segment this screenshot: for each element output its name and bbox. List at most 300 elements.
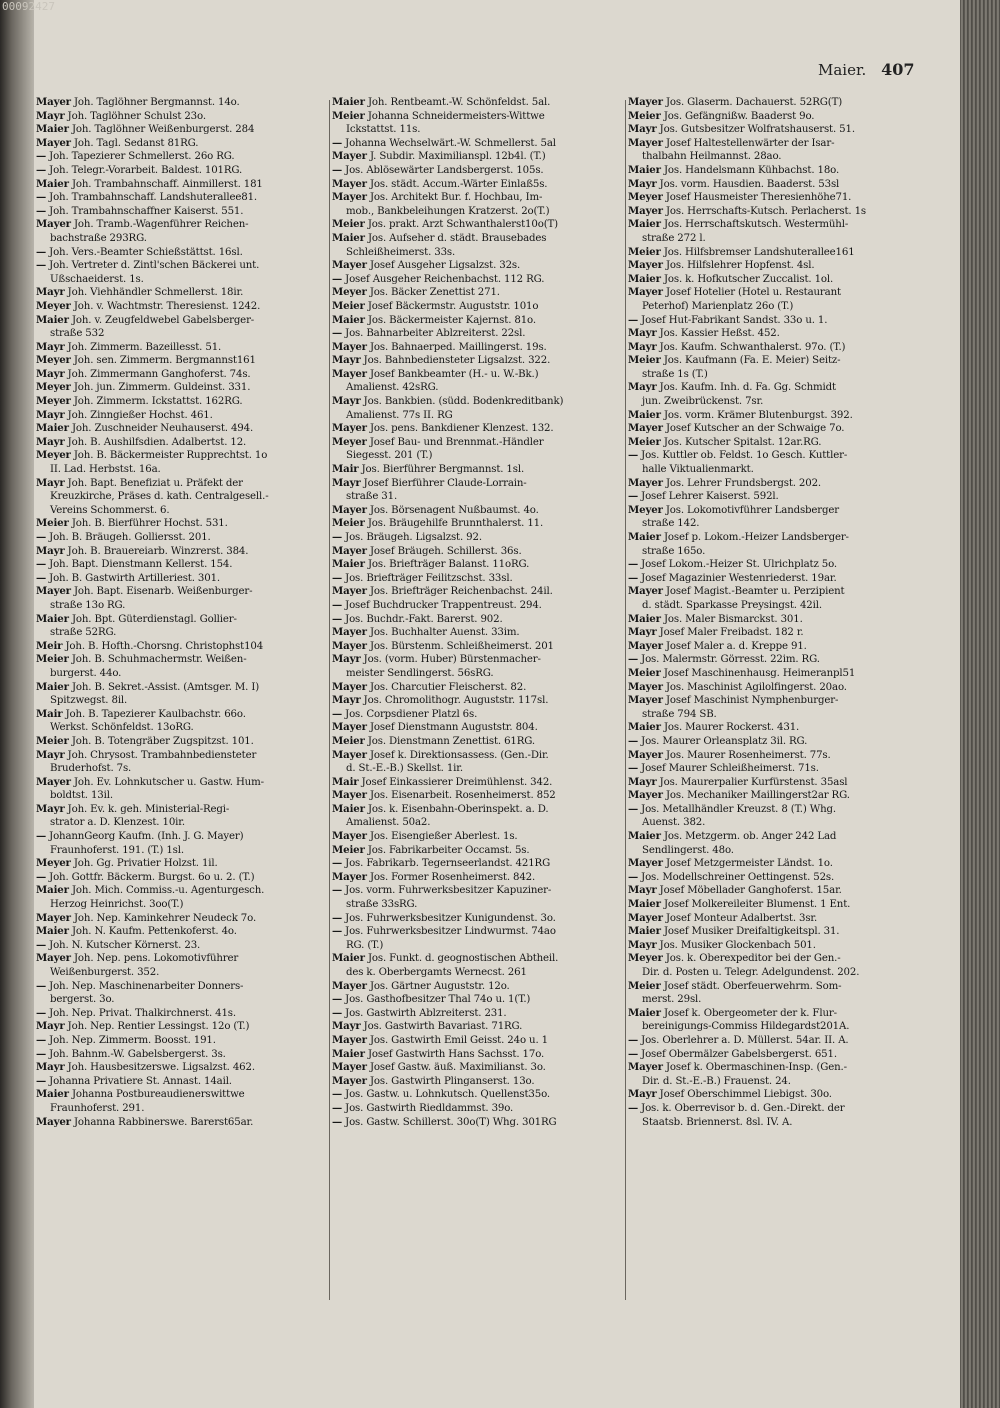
- directory-entry: [628, 803, 918, 817]
- directory-entry: [332, 545, 622, 559]
- directory-entry: [628, 449, 918, 463]
- directory-entry: [628, 776, 918, 790]
- entry-surname: Mayer: [36, 585, 71, 598]
- entry-text: Joh. Trambahnschaffner Kaiserst. 551.: [49, 205, 244, 217]
- entry-text: Joh. Mich. Commiss.-u. Agenturgesch.: [71, 885, 265, 897]
- directory-entry: [332, 1075, 622, 1089]
- entry-text: Jos. Gastw. u. Lohnkutsch. Quellenst35o.: [345, 1089, 550, 1101]
- entry-text: JohannGeorg Kaufm. (Inh. J. G. Mayer): [49, 831, 244, 843]
- directory-entry: [628, 150, 918, 164]
- entry-text: Josef Bankbeamter (H.- u. W.-Bk.): [370, 368, 539, 380]
- entry-surname: Maier: [332, 558, 365, 571]
- entry-text: Josef Bau- und Brennmat.-Händler: [369, 436, 544, 448]
- directory-entry: [332, 354, 622, 368]
- entry-text: Josef Maler Freibadst. 182 r.: [659, 627, 804, 639]
- directory-entry: [36, 884, 326, 898]
- column-2: [332, 96, 622, 1129]
- entry-text: straße 33sRG.: [346, 899, 418, 911]
- column-divider: [625, 100, 626, 1300]
- entry-text: Jos. Buchhalter Auenst. 33im.: [370, 627, 520, 639]
- directory-entry: [628, 762, 918, 776]
- entry-surname: —: [36, 531, 47, 543]
- directory-entry: [628, 327, 918, 341]
- entry-text: Jos. Corpsdiener Platzl 6s.: [345, 708, 478, 720]
- directory-entry: [332, 721, 622, 735]
- entry-surname: Mair: [332, 463, 359, 476]
- entry-surname: Mayer: [332, 259, 367, 272]
- entry-surname: Meyer: [36, 299, 71, 312]
- entry-surname: —: [332, 571, 343, 584]
- entry-surname: Meier: [332, 517, 365, 530]
- entry-surname: Mayer: [332, 626, 367, 639]
- entry-surname: Meier: [628, 109, 661, 122]
- entry-text: Joh. Nep. Privat. Thalkirchnerst. 41s.: [49, 1007, 236, 1019]
- entry-surname: —: [332, 272, 343, 285]
- entry-surname: Mayer: [628, 911, 663, 924]
- entry-text: Jos. Maurer Rockerst. 431.: [663, 722, 800, 734]
- directory-entry: [628, 341, 918, 355]
- directory-entry: [36, 1034, 326, 1048]
- entry-surname: Meier: [332, 218, 365, 231]
- entry-surname: Maier: [332, 802, 365, 815]
- entry-text: Jos. Gastw. Schillerst. 30o(T) Whg. 301RG: [345, 1116, 557, 1128]
- directory-entry: [36, 341, 326, 355]
- entry-text: Joh. sen. Zimmerm. Bergmannst161: [73, 355, 256, 367]
- entry-text: Joh. Trambahnschaff. Landshuterallee81.: [49, 192, 257, 204]
- entry-text: J. Subdir. Maximilianspl. 12b4l. (T.): [370, 151, 546, 163]
- entry-surname: Mayr: [628, 340, 657, 353]
- entry-text: Weißenburgerst. 352.: [50, 967, 160, 978]
- directory-entry: [628, 246, 918, 260]
- entry-surname: Mayer: [332, 367, 367, 380]
- entry-text: Amalienst. 42sRG.: [346, 382, 439, 394]
- directory-entry: [332, 517, 622, 531]
- directory-entry: [332, 844, 622, 858]
- entry-text: Jos. Lokomotivführer Landsberger: [665, 504, 839, 516]
- directory-entry: [628, 830, 918, 844]
- directory-entry: [628, 1034, 918, 1048]
- entry-text: Jos. Fuhrwerksbesitzer Lindwurmst. 74ao: [345, 926, 556, 938]
- entry-text: Jos. Briefträger Reichenbachst. 24il.: [370, 586, 553, 598]
- entry-text: Joh. Nep. Rentier Lessingst. 12o (T.): [67, 1021, 250, 1033]
- directory-entry: [36, 205, 326, 219]
- entry-surname: Maier: [628, 1006, 661, 1019]
- entry-text: Josef städt. Oberfeuerwehrm. Som-: [663, 980, 842, 992]
- entry-text: Josef Maurer Schleißheimerst. 71s.: [641, 763, 819, 775]
- entry-surname: Mayr: [628, 123, 657, 136]
- directory-entry: [36, 735, 326, 749]
- entry-surname: Maier: [628, 272, 661, 285]
- entry-text: Siegesst. 201 (T.): [346, 450, 433, 462]
- entry-text: Jos. Dienstmann Zenettist. 61RG.: [367, 735, 535, 747]
- entry-surname: Meir: [36, 639, 63, 652]
- directory-entry: [628, 816, 918, 830]
- entry-surname: —: [36, 571, 47, 584]
- entry-surname: Maier: [36, 313, 69, 326]
- entry-text: boldtst. 13il.: [50, 790, 113, 802]
- running-head-surname: Maier.: [818, 61, 867, 79]
- entry-surname: Meier: [628, 666, 661, 679]
- entry-surname: —: [332, 857, 343, 870]
- directory-entry: [36, 191, 326, 205]
- entry-text: Joh. Tapezierer Schmellerst. 26o RG.: [49, 151, 235, 163]
- directory-entry: [628, 599, 918, 613]
- entry-text: Jos. Metzgerm. ob. Anger 242 Lad: [663, 831, 837, 843]
- entry-text: Josef Buchdrucker Trappentreust. 294.: [345, 599, 542, 611]
- entry-text: Joh. Hausbesitzerswe. Ligsalzst. 462.: [67, 1062, 255, 1074]
- directory-entry: [628, 939, 918, 953]
- directory-entry: [332, 884, 622, 898]
- entry-text: Spitzwegst. 8il.: [50, 695, 128, 707]
- entry-text: Joh. B. Brauereiarb. Winzrerst. 384.: [67, 545, 249, 557]
- entry-surname: Mayer: [628, 136, 663, 149]
- entry-surname: Mayr: [36, 544, 65, 557]
- entry-text: Jos. Fabrikarb. Tegernseerlandst. 421RG: [345, 858, 551, 870]
- entry-surname: Mayer: [628, 680, 663, 693]
- directory-entry: [628, 857, 918, 871]
- column-3: [628, 96, 918, 1129]
- directory-entry: [332, 531, 622, 545]
- column-divider: [329, 100, 330, 1300]
- directory-entry: [36, 1075, 326, 1089]
- entry-surname: Mayr: [332, 395, 361, 408]
- entry-text: Josef Einkassierer Dreimühlenst. 342.: [361, 776, 553, 788]
- entry-surname: Meyer: [36, 354, 71, 367]
- entry-text: merst. 29sl.: [642, 994, 702, 1006]
- entry-text: mob., Bankbeleihungen Kratzerst. 2o(T.): [346, 205, 550, 217]
- entry-surname: —: [36, 558, 47, 571]
- entry-text: Bruderhofst. 7s.: [50, 763, 132, 775]
- entry-surname: —: [36, 1047, 47, 1060]
- entry-surname: —: [332, 707, 343, 720]
- directory-entry: [332, 1061, 622, 1075]
- entry-text: Joh. Bapt. Eisenarb. Weißenburger-: [74, 586, 253, 598]
- directory-entry: [332, 150, 622, 164]
- directory-entry: [628, 259, 918, 273]
- directory-entry: [332, 422, 622, 436]
- entry-text: Joh. Viehhändler Schmellerst. 18ir.: [67, 287, 244, 299]
- entry-surname: —: [36, 1006, 47, 1019]
- entry-surname: —: [36, 204, 47, 217]
- directory-entry: [36, 830, 326, 844]
- directory-entry: [628, 993, 918, 1007]
- directory-entry: [36, 327, 326, 341]
- directory-entry: [36, 613, 326, 627]
- directory-entry: [332, 436, 622, 450]
- entry-text: Jos. Gastwirth Ablzreiterst. 231.: [345, 1007, 507, 1019]
- entry-surname: —: [332, 163, 343, 176]
- directory-entry: [628, 531, 918, 545]
- directory-entry: [332, 1007, 622, 1021]
- directory-entry: [36, 436, 326, 450]
- directory-entry: [36, 490, 326, 504]
- entry-surname: Maier: [36, 177, 69, 190]
- entry-text: Dir. d. St.-E.-B.) Frauenst. 24.: [642, 1075, 791, 1087]
- directory-entry: [36, 381, 326, 395]
- directory-entry: [628, 164, 918, 178]
- directory-entry: [36, 776, 326, 790]
- entry-text: Jos. k. Oberexpeditor bei der Gen.-: [665, 953, 841, 965]
- entry-text: Jos. Eisenarbeit. Rosenheimerst. 852: [370, 790, 556, 802]
- directory-entry: [628, 1088, 918, 1102]
- entry-text: Jos. vorm. Krämer Blutenburgst. 392.: [663, 409, 853, 421]
- entry-text: strator a. D. Klenzest. 10ir.: [50, 817, 185, 829]
- entry-surname: Maier: [36, 422, 69, 435]
- directory-entry: [36, 96, 326, 110]
- entry-surname: Mayer: [628, 639, 663, 652]
- entry-surname: —: [628, 870, 639, 883]
- entry-text: Josef Maschinenhausg. Heimeranpl51: [663, 667, 856, 679]
- entry-text: straße 165o.: [642, 545, 706, 557]
- entry-text: Josef Gastwirth Hans Sachsst. 17o.: [367, 1048, 545, 1060]
- entry-text: Jos. k. Eisenbahn-Oberinspekt. a. D.: [367, 803, 549, 815]
- entry-surname: Mayer: [332, 748, 367, 761]
- directory-entry: [332, 314, 622, 328]
- entry-surname: Meyer: [628, 503, 663, 516]
- entry-text: Schleißheimerst. 33s.: [346, 246, 456, 258]
- entry-surname: —: [36, 245, 47, 258]
- entry-text: Jos. Bahnarbeiter Ablzreiterst. 22sl.: [345, 328, 526, 340]
- entry-text: Jos. Glaserm. Dachauerst. 52RG(T): [666, 97, 843, 108]
- entry-surname: Meier: [36, 653, 69, 666]
- directory-entry: [36, 1088, 326, 1102]
- entry-text: Jos. Gefängnißw. Baaderst 9o.: [663, 110, 815, 122]
- entry-surname: Mair: [36, 707, 63, 720]
- directory-entry: [628, 1020, 918, 1034]
- directory-entry: [628, 721, 918, 735]
- entry-surname: Mair: [332, 775, 359, 788]
- directory-entry: [332, 395, 622, 409]
- directory-entry: [36, 422, 326, 436]
- directory-entry: [36, 871, 326, 885]
- entry-surname: Mayr: [628, 884, 657, 897]
- entry-text: d. städt. Sparkasse Preysingst. 42il.: [642, 599, 822, 611]
- directory-entry: [628, 178, 918, 192]
- entry-text: Johanna Schneidermeisters-Wittwe: [367, 110, 545, 122]
- directory-entry: [332, 246, 622, 260]
- entry-surname: Mayer: [332, 870, 367, 883]
- entry-text: Joh. Vertreter d. Zintl'schen Bäckerei unt.: [49, 260, 260, 272]
- directory-entry: [36, 259, 326, 273]
- entry-text: Jos. Ablösewärter Landsbergerst. 105s.: [345, 164, 544, 176]
- entry-text: Josef Musiker Dreifaltigkeitspl. 31.: [663, 926, 840, 938]
- entry-surname: Mayr: [36, 367, 65, 380]
- directory-entry: [332, 110, 622, 124]
- directory-entry: [332, 857, 622, 871]
- entry-text: Jos. Buchdr.-Fakt. Barerst. 902.: [345, 613, 503, 625]
- entry-surname: Maier: [628, 408, 661, 421]
- directory-entry: [332, 449, 622, 463]
- entry-text: Jos. Metallhändler Kreuzst. 8 (T.) Whg.: [641, 803, 836, 815]
- entry-text: Staatsb. Briennerst. 8sl. IV. A.: [642, 1116, 793, 1128]
- entry-text: Joh. Telegr.-Vorarbeit. Baldest. 101RG.: [49, 164, 243, 176]
- entry-text: Amalienst. 77s II. RG: [346, 409, 453, 421]
- directory-entry: [628, 436, 918, 450]
- entry-surname: Mayr: [628, 327, 657, 340]
- entry-text: Amalienst. 50a2.: [346, 817, 431, 829]
- directory-entry: [628, 463, 918, 477]
- entry-text: Joh. B. Bierführer Hochst. 531.: [71, 518, 228, 530]
- directory-entry: [332, 694, 622, 708]
- entry-text: RG. (T.): [346, 939, 384, 951]
- entry-text: Jos. Lehrer Frundsbergst. 202.: [666, 477, 822, 489]
- directory-entry: [332, 735, 622, 749]
- entry-surname: Maier: [628, 721, 661, 734]
- entry-text: Joh. Zimmerm. Bazeillesst. 51.: [67, 341, 222, 353]
- directory-entry: [332, 463, 622, 477]
- entry-text: Jos. Kutscher Spitalst. 12ar.RG.: [663, 436, 822, 448]
- directory-entry: [332, 273, 622, 287]
- entry-text: Joh. Bahnm.-W. Gabelsbergerst. 3s.: [49, 1048, 226, 1060]
- entry-text: Jos. k. Hofkutscher Zuccalist. 1ol.: [663, 273, 834, 285]
- directory-entry: [332, 572, 622, 586]
- directory-entry: [332, 626, 622, 640]
- entry-text: Joh. Zimmerm. Ickstattst. 162RG.: [73, 396, 243, 408]
- entry-surname: Mayr: [36, 476, 65, 489]
- entry-text: Jos. Bäckermeister Kajernst. 81o.: [367, 314, 536, 326]
- directory-entry: [628, 110, 918, 124]
- entry-surname: Meier: [628, 245, 661, 258]
- entry-text: Joh. Vers.-Beamter Schießstättst. 16sl.: [49, 246, 243, 258]
- entry-text: Jos. Musiker Glockenbach 501.: [659, 939, 816, 951]
- directory-entry: [628, 300, 918, 314]
- entry-text: straße 1s (T.): [642, 368, 708, 380]
- entry-text: des k. Oberbergamts Wernecst. 261: [346, 967, 527, 978]
- entry-text: Josef Magazinier Westenriederst. 19ar.: [641, 572, 837, 584]
- entry-text: Joh. Nep. Maschinenarbeiter Donners-: [49, 980, 244, 992]
- entry-text: Jos. Charcutier Fleischerst. 82.: [370, 681, 527, 693]
- entry-text: Jos. Gastwirth Bavariast. 71RG.: [363, 1021, 523, 1033]
- directory-entry: [36, 816, 326, 830]
- directory-entry: [36, 531, 326, 545]
- directory-entry: [332, 993, 622, 1007]
- entry-surname: Maier: [36, 1088, 69, 1101]
- entry-text: Jos. Fabrikarbeiter Occamst. 5s.: [367, 844, 530, 856]
- directory-entry: [628, 749, 918, 763]
- entry-text: Jos. Börsenagent Nußbaumst. 4o.: [370, 504, 539, 516]
- directory-entry: [36, 178, 326, 192]
- entry-surname: Meier: [332, 843, 365, 856]
- entry-text: Joh. Ev. k. geh. Ministerial-Regi-: [67, 803, 230, 815]
- entry-text: Joh. B. Tapezierer Kaulbachstr. 66o.: [65, 708, 246, 720]
- directory-entry: [36, 368, 326, 382]
- entry-text: straße 52RG.: [50, 627, 117, 639]
- directory-entry: [628, 789, 918, 803]
- entry-surname: Maier: [36, 123, 69, 136]
- directory-entry: [628, 123, 918, 137]
- entry-text: Joh. Tagl. Sedanst 81RG.: [74, 137, 199, 149]
- entry-text: Joh. Nep. pens. Lokomotivführer: [74, 953, 239, 965]
- entry-surname: —: [332, 612, 343, 625]
- directory-entry: [36, 1020, 326, 1034]
- directory-entry: [332, 123, 622, 137]
- entry-surname: Maier: [332, 952, 365, 965]
- directory-entry: [332, 327, 622, 341]
- entry-surname: Mayr: [36, 1020, 65, 1033]
- directory-entry: [332, 898, 622, 912]
- entry-surname: —: [36, 830, 47, 843]
- entry-text: Josef Ausgeher Reichenbachst. 112 RG.: [345, 273, 545, 285]
- directory-entry: [36, 463, 326, 477]
- entry-surname: —: [36, 259, 47, 272]
- entry-text: Josef Hausmeister Theresienhöhe71.: [665, 192, 852, 204]
- entry-surname: Mayer: [332, 1061, 367, 1074]
- directory-entry: [36, 653, 326, 667]
- directory-entry: [36, 762, 326, 776]
- entry-surname: Mayer: [332, 191, 367, 204]
- entry-surname: Mayr: [628, 775, 657, 788]
- entry-surname: Mayer: [332, 585, 367, 598]
- directory-entry: [36, 504, 326, 518]
- entry-surname: Mayr: [36, 109, 65, 122]
- directory-entry: [36, 898, 326, 912]
- entry-surname: —: [36, 979, 47, 992]
- entry-text: straße 272 l.: [642, 232, 706, 244]
- entry-text: Herzog Heinrichst. 3oo(T.): [50, 899, 184, 911]
- directory-entry: [332, 667, 622, 681]
- entry-text: bereinigungs-Commiss Hildegardst201A.: [642, 1021, 850, 1033]
- entry-text: Josef Maschinist Nymphenburger-: [666, 695, 839, 707]
- page-number: 407: [881, 60, 915, 79]
- directory-entry: [332, 1034, 622, 1048]
- entry-surname: Mayer: [628, 585, 663, 598]
- directory-entry: [628, 409, 918, 423]
- directory-entry: [332, 477, 622, 491]
- entry-surname: Meier: [332, 109, 365, 122]
- entry-surname: Maier: [628, 830, 661, 843]
- entry-text: Joh. B. Aushilfsdien. Adalbertst. 12.: [67, 436, 247, 448]
- directory-entry: [36, 1061, 326, 1075]
- directory-entry: [332, 341, 622, 355]
- entry-surname: Mayr: [36, 435, 65, 448]
- directory-entry: [332, 939, 622, 953]
- entry-surname: —: [36, 163, 47, 176]
- entry-text: Joh. Rentbeamt.-W. Schönfeldst. 5al.: [367, 97, 551, 108]
- entry-surname: Mayer: [628, 204, 663, 217]
- entry-text: Fraunhoferst. 291.: [50, 1102, 145, 1114]
- entry-surname: —: [628, 1101, 639, 1114]
- directory-entry: [36, 694, 326, 708]
- entry-surname: Maier: [332, 1047, 365, 1060]
- entry-surname: —: [332, 884, 343, 897]
- directory-entry: [332, 789, 622, 803]
- entry-surname: Mayr: [332, 1020, 361, 1033]
- entry-text: Josef Kutscher an der Schwaige 7o.: [666, 423, 845, 435]
- entry-text: Joh. Gottfr. Bäckerm. Burgst. 6o u. 2. (T.): [49, 871, 255, 883]
- entry-text: burgerst. 44o.: [50, 667, 122, 679]
- entry-surname: Mayr: [628, 1088, 657, 1101]
- entry-surname: —: [628, 734, 639, 747]
- entry-text: Joh. v. Wachtmstr. Theresienst. 1242.: [73, 300, 261, 312]
- entry-surname: —: [332, 598, 343, 611]
- directory-entry: [332, 259, 622, 273]
- directory-entry: [36, 803, 326, 817]
- entry-surname: Mayr: [332, 354, 361, 367]
- entry-text: Jos. Maurer Rosenheimerst. 77s.: [666, 749, 831, 761]
- entry-surname: Mayer: [332, 639, 367, 652]
- entry-text: Jos. Bankbien. (südd. Bodenkreditbank): [363, 396, 564, 408]
- entry-text: Jos. Bahnaerped. Maillingerst. 19s.: [370, 341, 547, 353]
- directory-entry: [36, 409, 326, 423]
- directory-entry: [628, 490, 918, 504]
- entry-text: Jos. Maschinist Agilolfingerst. 20ao.: [666, 681, 847, 693]
- directory-entry: [332, 816, 622, 830]
- entry-surname: Maier: [628, 163, 661, 176]
- entry-text: Jos. prakt. Arzt Schwanthalerst10o(T): [367, 219, 558, 231]
- entry-text: Joh. B. Gastwirth Artilleriest. 301.: [49, 572, 220, 584]
- entry-surname: Mayr: [332, 476, 361, 489]
- directory-entry: [628, 884, 918, 898]
